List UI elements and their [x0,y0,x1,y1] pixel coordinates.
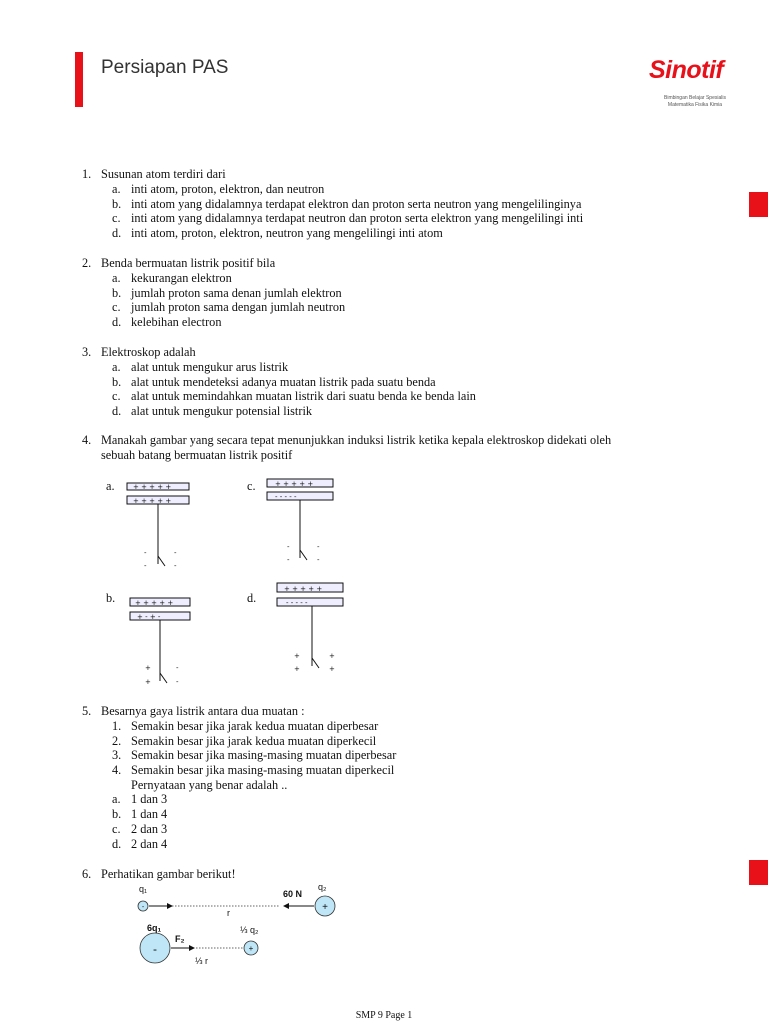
side-marker-bottom [749,860,768,885]
svg-text:-: - [176,678,179,686]
sinotif-logo [640,56,740,116]
svg-text:+: + [145,678,151,686]
coulomb-force-diagram [130,880,350,970]
option-text: kelebihan electron [131,315,222,330]
svg-text:- - - - -: - - - - - [275,493,297,501]
figure-label-d: d. [247,591,257,605]
statement-label: 4. [112,763,122,778]
svg-text:+: + [329,665,335,673]
question-number: 2. [82,256,92,270]
svg-text:-: - [144,549,147,557]
option-label: d. [112,836,122,851]
option-text: 2 dan 3 [131,821,168,836]
svg-text:+: + [294,652,300,660]
option-text: inti atom, proton, elektron, dan neutron [131,182,325,196]
option-text: alat untuk mengukur potensial listrik [131,404,313,419]
question-text: Benda bermuatan listrik positif bila [101,256,276,270]
label-q1: q₁ [139,884,148,894]
option-text: 1 dan 3 [131,792,168,807]
header-accent-bar [75,52,83,107]
option-text: alat untuk memindahkan muatan listrik dari suatu benda ke benda lain [131,389,476,404]
electroscope-figure-c [265,478,337,570]
question-text: Perhatikan gambar berikut! [101,867,236,881]
svg-text:+: + [322,902,328,913]
option-label: c. [112,300,121,315]
electroscope-figure-a [125,482,195,574]
statement-text: Semakin besar jika masing-masing muatan diperbesar [131,748,397,763]
question-number: 4. [82,433,92,447]
option-label: a. [112,360,121,374]
option-label: a. [112,182,121,196]
page-footer: SMP 9 Page 1 [355,1010,413,1021]
question-number: 1. [82,167,92,181]
svg-text:-: - [287,543,290,551]
option-label: b. [112,374,122,389]
svg-text:+: + [294,665,300,673]
figure-label-b: b. [106,591,116,605]
svg-text:-: - [317,556,320,564]
statement-label: 1. [112,719,122,733]
statement-label: 3. [112,748,122,763]
option-label: a. [112,792,121,807]
question-text: Besarnya gaya listrik antara dua muatan : [101,704,305,718]
figure-label-a: a. [106,479,115,493]
logo-wordmark: Sinotif [649,56,724,84]
label-third-q2: ⅓ q₂ [240,925,259,935]
svg-text:- - - - -: - - - - - [286,599,308,607]
option-label: b. [112,196,122,211]
svg-text:+ + + + +: + + + + + [284,585,323,593]
svg-text:+ - + -: + - + - [137,613,161,621]
svg-text:+: + [145,664,151,672]
option-text: inti atom, proton, elektron, neutron yang mengelilingi inti atom [131,226,443,241]
statement-text: Semakin besar jika masing-masing muatan diperkecil [131,763,395,778]
option-text: alat untuk mendeteksi adanya muatan listrik pada suatu benda [131,374,436,389]
figure-label-c: c. [247,479,256,493]
option-text: jumlah proton sama denan jumlah elektron [131,285,342,300]
option-text: alat untuk mengukur arus listrik [131,360,289,374]
svg-text:+ + + + +: + + + + + [133,483,172,491]
option-text: 2 dan 4 [131,836,168,851]
svg-text:+ + + + +: + + + + + [275,480,314,488]
question-number: 5. [82,704,92,718]
question-number: 6. [82,867,92,881]
svg-text:+ + + + +: + + + + + [135,599,174,607]
question-number: 3. [82,345,92,359]
svg-text:-: - [141,904,145,911]
electroscope-figure-b [128,597,194,689]
statement-text: Semakin besar jika jarak kedua muatan diperbesar [131,719,379,733]
label-r: r [227,908,230,918]
question-text: Manakah gambar yang secara tepat menunjukkan induksi listrik ketika kepala elektroskop didekati oleh sebuah batang bermuatan listrik positif [101,433,612,462]
label-force-60N: 60 N [283,889,303,899]
statement-text: Semakin besar jika jarak kedua muatan diperkecil [131,733,377,748]
label-third-r: ⅓ r [195,956,209,966]
svg-text:-: - [144,562,147,570]
option-label: b. [112,285,122,300]
svg-text:+ + + + +: + + + + + [133,497,172,505]
svg-text:+: + [248,944,254,953]
svg-text:-: - [287,556,290,564]
label-6q1: 6q₁ [147,923,162,933]
option-text: inti atom yang didalamnya terdapat neutron dan proton serta elektron yang mengelilingi inti [131,211,584,226]
option-label: b. [112,807,122,822]
option-label: d. [112,315,122,330]
label-F2: F₂ [175,934,185,944]
option-label: d. [112,226,122,241]
svg-text:-: - [317,543,320,551]
option-label: c. [112,389,121,404]
option-text: 1 dan 4 [131,807,168,822]
option-label: c. [112,211,121,226]
option-text: jumlah proton sama dengan jumlah neutron [131,300,346,315]
page-title: Persiapan PAS [101,57,229,78]
electroscope-figure-d [275,582,347,678]
question-text: Susunan atom terdiri dari [101,167,226,181]
svg-text:-: - [174,549,177,557]
logo-tagline-2: Matematika Fisika Kimia [667,102,723,108]
svg-text:-: - [153,942,157,956]
svg-text:+: + [329,652,335,660]
svg-text:-: - [174,562,177,570]
label-q2: q₂ [318,882,327,892]
side-marker-top [749,192,768,217]
logo-tagline-1: Bimbingan Belajar Spesialis [664,95,726,101]
option-label: c. [112,821,121,836]
statement-text: Pernyataan yang benar adalah .. [131,777,288,792]
option-text: kekurangan elektron [131,271,232,285]
option-label: d. [112,404,122,419]
svg-text:-: - [176,664,179,672]
option-label: a. [112,271,121,285]
question-text: Elektroskop adalah [101,345,196,359]
statement-label: 2. [112,733,122,748]
option-text: inti atom yang didalamnya terdapat elektron dan proton serta neutron yang mengelilinginya [131,196,582,211]
